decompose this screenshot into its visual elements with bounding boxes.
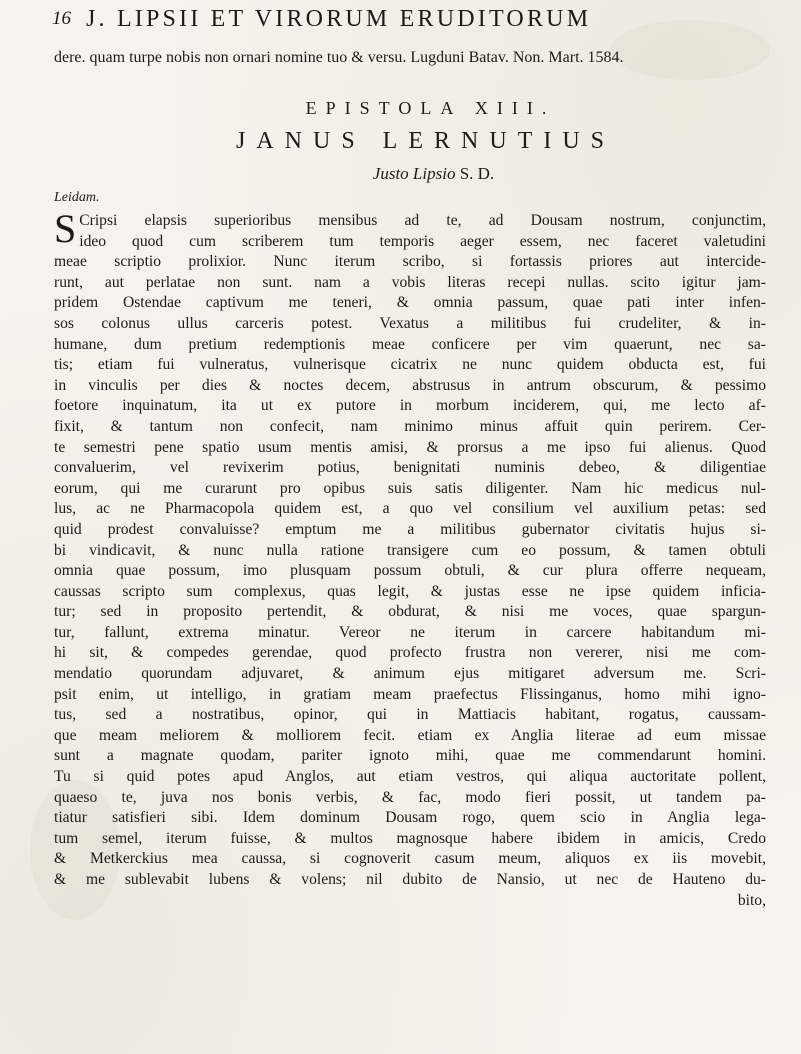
body-line: runt, aut perlatae non sunt. nam a vobis literas recepi nullas. scito igitur jam-: [54, 273, 766, 291]
body-line: caussas scripto sum complexus, quas legit, & justas esse ne ipse quidem inficia-: [54, 582, 766, 600]
drop-cap: S: [54, 206, 77, 251]
body-line: eorum, qui me curarunt pro opibus suis satis diligenter. Nam hic medicus nul-: [54, 479, 766, 497]
recipient-name: Justo Lipsio: [372, 164, 456, 183]
letter-heading: EPISTOLA XIII.: [305, 98, 556, 118]
body-line: in vinculis per dies & noctes decem, abstrusus in antrum obscurum, & pessimo: [54, 376, 766, 394]
body-line: tus, sed a nostratibus, opinor, qui in Mattiacis habitant, rogatus, caussam-: [54, 706, 766, 724]
body-line: tur, fallunt, extrema minatur. Vereor ne iterum in carcere habitandum mi-: [54, 623, 766, 641]
body-line: & me sublevabit lubens & volens; nil dubito de Nansio, ut nec de Hauteno du-: [54, 871, 766, 888]
body-line: pridem Ostendae captivum me teneri, & omnia passum, quae pati inter infen-: [54, 294, 766, 312]
body-line: mendatio quorundam adjuvaret, & animum ejus mitigaret adversum me. Scri-: [54, 665, 766, 683]
letter-place: Leidam.: [54, 190, 100, 205]
body-line: sos colonus ullus carceris potest. Vexatus a militibus fui crudeliter, & in-: [54, 314, 766, 332]
body-line: te semestri pene spatio usum mentis amisi, & prorsus a me ipso fui alienus. Quod: [54, 438, 766, 456]
body-line: sunt a magnate quodam, pariter ignoto mihi, quae me commendarunt homini.: [54, 747, 766, 765]
body-line: tum semel, iterum fuisse, & multos magnosque habere ibidem in amicis, Credo: [54, 829, 766, 847]
body-line: Cripsi elapsis superioribus mensibus ad te, ad Dousam nostrum, conjunctim,: [79, 212, 766, 229]
previous-letter-ending: dere. quam turpe nobis non ornari nomine tuo & versu. Lugduni Batav. Non. Mart. 1584.: [54, 49, 624, 66]
body-line: convaluerim, vel revixerim potius, benignitati numinis debeo, & diligentiae: [54, 459, 766, 477]
body-line: quaeso te, juva nos bonis verbis, & fac, modo fieri possit, ut tandem pa-: [54, 788, 766, 806]
letter-recipient: [0, 164, 801, 184]
body-line: tiatur satisfieri sibi. Idem dominum Dousam rogo, quem scio in Anglia lega-: [54, 809, 766, 827]
body-line: & Metkerckius mea caussa, si cognoverit casum meum, aliquos ex iis movebit,: [54, 850, 766, 868]
body-line: hi sit, & compedes gerendae, quod profecto frustra non vererer, nisi me com-: [54, 644, 766, 662]
body-line: fixit, & tantum non confecit, nam minimo minus affuit quin perirem. Cer-: [54, 417, 766, 435]
body-line: Tu si quid potes apud Anglos, aut etiam vestros, qui aliqua auctoritate pollent,: [54, 768, 766, 786]
body-line: tis; etiam fui vulneratus, vulnerisque cicatrix ne nunc quidem obducta est, fui: [54, 356, 766, 374]
running-title: J. LIPSII ET VIRORUM ERUDITORUM: [86, 6, 592, 32]
body-line: tur; sed in proposito pertendit, & obdurat, & nisi me voces, quae spargun-: [54, 603, 766, 621]
salutation: S. D.: [459, 164, 495, 183]
body-line: meae scriptio prolixior. Nunc iterum scribo, si fortassis priores aut intercide-: [54, 253, 766, 271]
body-line: foetore inquinatum, ita ut ex putore in morbum inciderem, qui, me lecto af-: [54, 397, 766, 415]
body-line: que meam meliorem & molliorem fecit. etiam ex Anglia literae ad eum missae: [54, 726, 766, 744]
body-line: ideo quod cum scriberem tum temporis aeger essem, nec faceret valetudini: [79, 232, 766, 250]
body-line: lus, ac ne Pharmacopola quidem est, a quo vel consilium vel auxilium petas: sed: [54, 500, 766, 518]
body-line: humane, dum pretium redemptionis meae conficere per vim quaerunt, nec sa-: [54, 335, 766, 353]
page-number: 16: [52, 8, 71, 29]
body-line: quid prodest convaluisse? emptum me a militibus gubernator civitatis hujus si-: [54, 520, 766, 538]
body-line: omnia quae possum, imo plusquam possum obtuli, & cur plura offerre nequeam,: [54, 562, 766, 580]
body-line: psit enim, ut intelligo, in gratiam meam praefectus Flissinganus, homo mihi igno-: [54, 685, 766, 703]
body-line: bi vindicavit, & nunc nulla ratione transigere cum eo possum, & tamen obtuli: [54, 541, 766, 559]
letter-author: JANUS LERNUTIUS: [235, 128, 615, 154]
catchword: bito,: [737, 891, 766, 909]
body-lines: [54, 252, 766, 890]
page-header: [52, 4, 772, 38]
letter-body: [54, 206, 766, 911]
